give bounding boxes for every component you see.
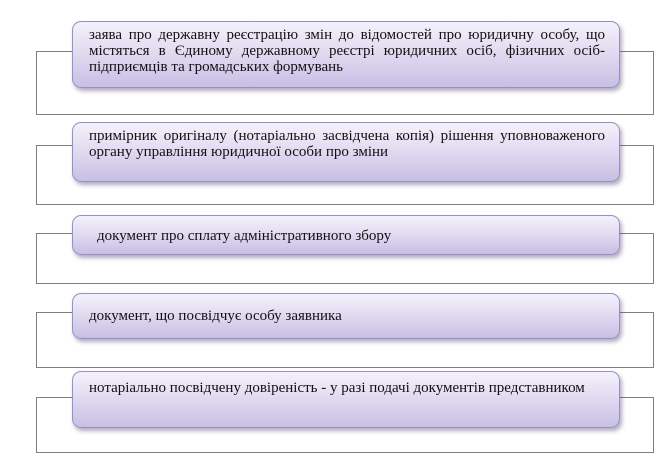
item-card xyxy=(72,215,620,255)
item-text: документ, що посвідчує особу заявника xyxy=(89,308,342,324)
item-text: заява про державну реєстрацію змін до відомостей про юридичну особу, що містяться в Єдиному державному реєстрі юридичних осіб, фізичних осіб-підприємців та громадських формувань xyxy=(89,27,605,75)
item-text: примірник оригіналу (нотаріально засвідчена копія) рішення уповноваженого органу управління юридичної особи про зміни xyxy=(89,128,605,160)
item-card xyxy=(72,293,620,339)
item-text: нотаріально посвідчену довіреність - у разі подачі документів представником xyxy=(89,380,585,396)
item-card xyxy=(72,122,620,182)
item-text: документ про сплату адміністративного збору xyxy=(97,228,392,244)
item-card xyxy=(72,21,620,88)
item-card xyxy=(72,371,620,428)
